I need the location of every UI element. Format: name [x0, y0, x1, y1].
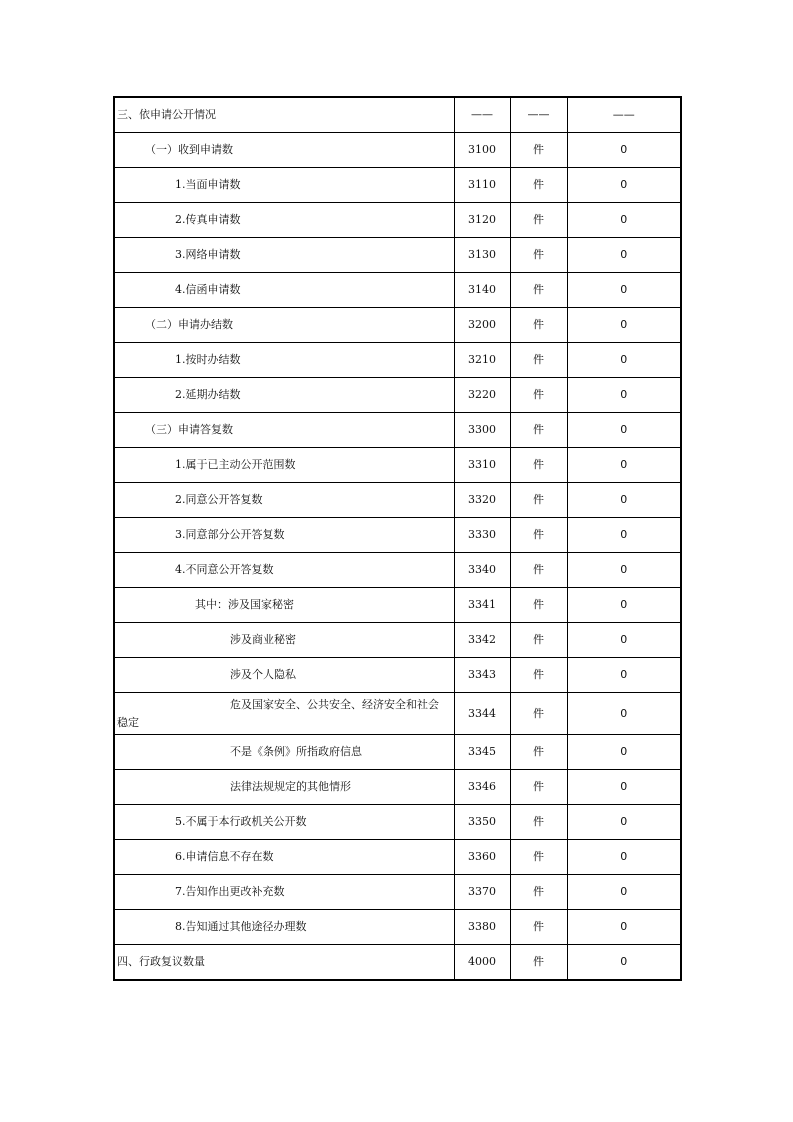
- row-value: 0: [567, 658, 681, 693]
- row-item-label: 涉及个人隐私: [114, 658, 454, 693]
- row-value: 0: [567, 413, 681, 448]
- row-value: 0: [567, 133, 681, 168]
- row-unit: 件: [510, 693, 567, 735]
- row-value: 0: [567, 875, 681, 910]
- row-value: 0: [567, 693, 681, 735]
- row-unit: 件: [510, 875, 567, 910]
- table-row: [114, 623, 681, 658]
- table-row: [114, 378, 681, 413]
- table-row: [114, 97, 681, 133]
- row-value: 0: [567, 770, 681, 805]
- table-row: [114, 693, 681, 735]
- row-value: 0: [567, 910, 681, 945]
- row-code: 3310: [454, 448, 510, 483]
- table-row: [114, 133, 681, 168]
- row-value: 0: [567, 735, 681, 770]
- row-unit: 件: [510, 840, 567, 875]
- row-value: 0: [567, 203, 681, 238]
- row-item-label: （一）收到申请数: [114, 133, 454, 168]
- row-unit: 件: [510, 133, 567, 168]
- row-item-label: 2.同意公开答复数: [114, 483, 454, 518]
- row-code: 3200: [454, 308, 510, 343]
- row-code: 4000: [454, 945, 510, 981]
- row-value: 0: [567, 553, 681, 588]
- row-item-label: [114, 693, 454, 735]
- row-item-label: 法律法规规定的其他情形: [114, 770, 454, 805]
- row-code: 3300: [454, 413, 510, 448]
- row-value: 0: [567, 518, 681, 553]
- statistics-table-body: [114, 97, 681, 980]
- row-value: 0: [567, 483, 681, 518]
- table-row: [114, 343, 681, 378]
- table-row: [114, 518, 681, 553]
- row-item-label: 四、行政复议数量: [114, 945, 454, 981]
- table-row: [114, 840, 681, 875]
- table-row: [114, 203, 681, 238]
- row-item-label: 不是《条例》所指政府信息: [114, 735, 454, 770]
- table-row: [114, 483, 681, 518]
- row-value: 0: [567, 805, 681, 840]
- row-unit: 件: [510, 805, 567, 840]
- statistics-table: [113, 96, 682, 981]
- table-row: [114, 588, 681, 623]
- row-value: 0: [567, 238, 681, 273]
- row-item-label: 7.告知作出更改补充数: [114, 875, 454, 910]
- table-row: [114, 658, 681, 693]
- row-code: ——: [454, 97, 510, 133]
- table-row: [114, 910, 681, 945]
- row-value: 0: [567, 623, 681, 658]
- row-item-label: 1.按时办结数: [114, 343, 454, 378]
- row-item-label: 3.网络申请数: [114, 238, 454, 273]
- row-item-label: 其中：涉及国家秘密: [114, 588, 454, 623]
- row-value: 0: [567, 840, 681, 875]
- row-code: 3341: [454, 588, 510, 623]
- table-row: [114, 875, 681, 910]
- table-row: [114, 945, 681, 981]
- row-code: 3345: [454, 735, 510, 770]
- row-item-label-line2: 稳定: [117, 715, 139, 729]
- row-unit: 件: [510, 203, 567, 238]
- row-item-label: 三、依申请公开情况: [114, 97, 454, 133]
- table-row: [114, 553, 681, 588]
- row-code: 3210: [454, 343, 510, 378]
- row-value: ——: [567, 97, 681, 133]
- table-row: [114, 308, 681, 343]
- row-unit: 件: [510, 308, 567, 343]
- row-item-label: 4.信函申请数: [114, 273, 454, 308]
- row-unit: 件: [510, 588, 567, 623]
- row-code: 3330: [454, 518, 510, 553]
- row-code: 3100: [454, 133, 510, 168]
- row-unit: 件: [510, 413, 567, 448]
- row-item-label: 1.属于已主动公开范围数: [114, 448, 454, 483]
- row-unit: 件: [510, 483, 567, 518]
- row-code: 3320: [454, 483, 510, 518]
- table-row: [114, 413, 681, 448]
- row-item-label: 8.告知通过其他途径办理数: [114, 910, 454, 945]
- row-value: 0: [567, 168, 681, 203]
- row-code: 3380: [454, 910, 510, 945]
- row-unit: 件: [510, 945, 567, 981]
- row-code: 3342: [454, 623, 510, 658]
- row-item-label: （二）申请办结数: [114, 308, 454, 343]
- table-row: [114, 238, 681, 273]
- row-unit: 件: [510, 770, 567, 805]
- row-value: 0: [567, 588, 681, 623]
- row-unit: 件: [510, 735, 567, 770]
- row-value: 0: [567, 448, 681, 483]
- row-item-label: 1.当面申请数: [114, 168, 454, 203]
- row-item-label: 2.延期办结数: [114, 378, 454, 413]
- table-row: [114, 735, 681, 770]
- table-row: [114, 273, 681, 308]
- row-unit: 件: [510, 273, 567, 308]
- row-item-label-line1: 危及国家安全、公共安全、经济安全和社会: [230, 697, 439, 711]
- row-code: 3360: [454, 840, 510, 875]
- row-item-label: 涉及商业秘密: [114, 623, 454, 658]
- row-code: 3140: [454, 273, 510, 308]
- row-item-label: 6.申请信息不存在数: [114, 840, 454, 875]
- row-value: 0: [567, 273, 681, 308]
- row-value: 0: [567, 378, 681, 413]
- row-unit: 件: [510, 553, 567, 588]
- row-unit: 件: [510, 378, 567, 413]
- row-item-label: 3.同意部分公开答复数: [114, 518, 454, 553]
- row-unit: 件: [510, 658, 567, 693]
- row-code: 3346: [454, 770, 510, 805]
- row-unit: 件: [510, 238, 567, 273]
- row-unit: 件: [510, 623, 567, 658]
- row-item-label: 4.不同意公开答复数: [114, 553, 454, 588]
- row-code: 3344: [454, 693, 510, 735]
- row-value: 0: [567, 343, 681, 378]
- row-code: 3370: [454, 875, 510, 910]
- row-value: 0: [567, 308, 681, 343]
- table-row: [114, 805, 681, 840]
- row-unit: 件: [510, 448, 567, 483]
- table-row: [114, 448, 681, 483]
- row-unit: 件: [510, 168, 567, 203]
- row-code: 3340: [454, 553, 510, 588]
- row-unit: 件: [510, 518, 567, 553]
- table-row: [114, 770, 681, 805]
- row-value: 0: [567, 945, 681, 981]
- row-code: 3350: [454, 805, 510, 840]
- row-unit: 件: [510, 343, 567, 378]
- row-code: 3110: [454, 168, 510, 203]
- row-code: 3130: [454, 238, 510, 273]
- row-code: 3120: [454, 203, 510, 238]
- row-unit: 件: [510, 910, 567, 945]
- row-item-label: 5.不属于本行政机关公开数: [114, 805, 454, 840]
- row-item-label: 2.传真申请数: [114, 203, 454, 238]
- table-row: [114, 168, 681, 203]
- row-code: 3343: [454, 658, 510, 693]
- row-code: 3220: [454, 378, 510, 413]
- row-item-label: （三）申请答复数: [114, 413, 454, 448]
- row-unit: ——: [510, 97, 567, 133]
